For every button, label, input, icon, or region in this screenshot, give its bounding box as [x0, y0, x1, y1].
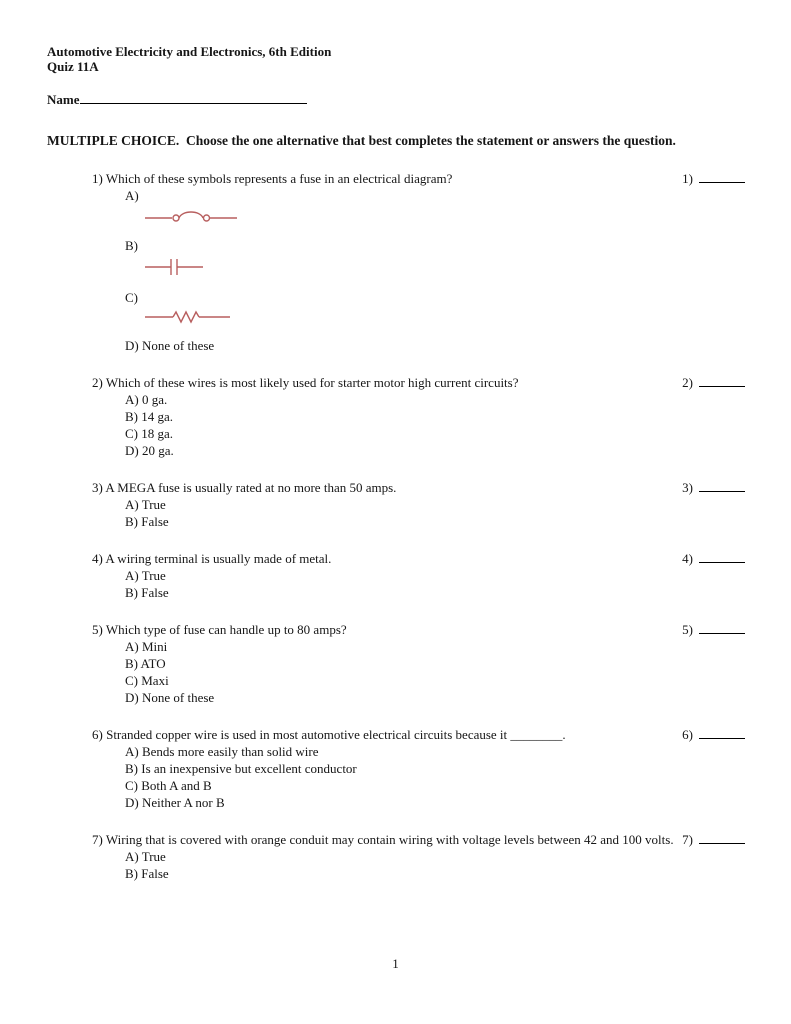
- question-text-line: [92, 550, 678, 567]
- question-text-line: [92, 479, 678, 496]
- question-text: Stranded copper wire is used in most automotive electrical circuits because it ________.: [106, 727, 566, 742]
- document-header: [47, 44, 745, 74]
- question-text-line: [92, 170, 678, 187]
- question-number: 1): [92, 171, 103, 186]
- answer-blank: [699, 374, 745, 387]
- answer-area: [682, 550, 745, 567]
- options: [125, 743, 678, 811]
- question-5: [92, 621, 745, 706]
- option-label: A): [125, 639, 139, 654]
- option-label: B): [125, 514, 138, 529]
- question-number: 4): [92, 551, 103, 566]
- option-text: False: [141, 866, 169, 881]
- option-c: [125, 777, 678, 794]
- answer-area: [682, 374, 745, 391]
- option-a: [125, 496, 678, 513]
- symbol-container: [145, 207, 678, 225]
- options: [125, 567, 678, 601]
- option-label: B): [125, 409, 138, 424]
- question-list: [47, 170, 745, 882]
- option-label: C): [125, 426, 138, 441]
- quiz-title: Quiz 11A: [47, 59, 99, 74]
- option-text: None of these: [141, 338, 215, 353]
- option-b: [125, 237, 678, 277]
- option-label: D): [125, 443, 139, 458]
- option-label: A): [125, 744, 139, 759]
- option-text: True: [141, 849, 166, 864]
- answer-blank: [699, 831, 745, 844]
- option-b: [125, 655, 678, 672]
- option-a: [125, 848, 678, 865]
- answer-number: 5): [682, 622, 693, 637]
- option-c: [125, 289, 678, 325]
- option-label: A): [125, 497, 139, 512]
- symbol-container: [145, 309, 678, 325]
- option-label: A): [125, 392, 139, 407]
- option-text: Mini: [141, 639, 168, 654]
- answer-blank: [699, 170, 745, 183]
- resistor-symbol: [145, 309, 230, 325]
- question-3: [92, 479, 745, 530]
- circuit-breaker-symbol: [145, 207, 237, 225]
- question-2: [92, 374, 745, 459]
- option-c: [125, 425, 678, 442]
- option-text: True: [141, 497, 166, 512]
- option-b: [125, 584, 678, 601]
- answer-area: [682, 726, 745, 743]
- question-text: Which of these symbols represents a fuse in an electrical diagram?: [105, 171, 453, 186]
- question-number: 7): [92, 832, 103, 847]
- option-text: Maxi: [141, 673, 169, 688]
- answer-number: 3): [682, 480, 693, 495]
- question-text-line: [92, 621, 678, 638]
- option-label: C): [125, 778, 138, 793]
- option-a: [125, 567, 678, 584]
- question-text: Wiring that is covered with orange conduit may contain wiring with voltage levels between 42 and 100 volts.: [105, 832, 674, 847]
- answer-number: 7): [682, 832, 693, 847]
- option-label: A): [125, 568, 139, 583]
- option-d: [125, 689, 678, 706]
- option-text: ATO: [140, 656, 166, 671]
- answer-number: 4): [682, 551, 693, 566]
- answer-blank: [699, 550, 745, 563]
- option-label: B): [125, 866, 138, 881]
- option-text: False: [141, 514, 169, 529]
- option-label: A): [125, 849, 139, 864]
- option-text: 18 ga.: [141, 426, 174, 441]
- page-number: 1: [392, 956, 399, 971]
- option-label: C): [125, 290, 138, 305]
- book-title: Automotive Electricity and Electronics, 6th Edition: [47, 44, 332, 59]
- symbol-container: [145, 257, 678, 277]
- option-label: B): [125, 585, 138, 600]
- name-blank-line: [80, 91, 307, 104]
- option-text: True: [141, 568, 166, 583]
- option-b: [125, 408, 678, 425]
- answer-number: 2): [682, 375, 693, 390]
- option-label: B): [125, 656, 138, 671]
- answer-area: [682, 479, 745, 496]
- section-heading: MULTIPLE CHOICE. Choose the one alternative that best completes the statement or answers the question.: [47, 133, 676, 148]
- answer-area: [682, 621, 745, 638]
- option-d: [125, 337, 678, 354]
- question-text: Which of these wires is most likely used for starter motor high current circuits?: [105, 375, 519, 390]
- option-a: [125, 743, 678, 760]
- option-text: 0 ga.: [141, 392, 168, 407]
- option-label: B): [125, 761, 138, 776]
- option-label: D): [125, 690, 139, 705]
- option-b: [125, 760, 678, 777]
- option-b: [125, 865, 678, 882]
- option-text: None of these: [141, 690, 215, 705]
- options: [125, 496, 678, 530]
- option-text: Both A and B: [141, 778, 212, 793]
- answer-area: [682, 170, 745, 187]
- capacitor-symbol: [145, 257, 203, 277]
- answer-blank: [699, 726, 745, 739]
- question-1: [92, 170, 745, 354]
- answer-area: [682, 831, 745, 848]
- option-text: 20 ga.: [141, 443, 174, 458]
- option-label: B): [125, 238, 138, 253]
- question-number: 6): [92, 727, 103, 742]
- question-7: [92, 831, 745, 882]
- option-label: A): [125, 188, 139, 203]
- question-text: A wiring terminal is usually made of metal.: [105, 551, 332, 566]
- question-number: 5): [92, 622, 103, 637]
- answer-number: 1): [682, 171, 693, 186]
- question-number: 3): [92, 480, 103, 495]
- option-text: False: [141, 585, 169, 600]
- option-a: [125, 391, 678, 408]
- option-label: C): [125, 673, 138, 688]
- question-text-line: [92, 374, 678, 391]
- name-label: Name: [47, 92, 80, 107]
- question-4: [92, 550, 745, 601]
- question-text-line: [92, 831, 678, 848]
- option-text: Neither A nor B: [141, 795, 225, 810]
- option-a: [125, 638, 678, 655]
- question-text-line: [92, 726, 678, 743]
- question-text: Which type of fuse can handle up to 80 amps?: [105, 622, 347, 637]
- options: [125, 848, 678, 882]
- option-a: [125, 187, 678, 225]
- option-d: [125, 442, 678, 459]
- name-row: [47, 91, 745, 108]
- options: [125, 391, 678, 459]
- option-d: [125, 794, 678, 811]
- answer-blank: [699, 479, 745, 492]
- option-text: 14 ga.: [141, 409, 174, 424]
- answer-blank: [699, 621, 745, 634]
- options: [125, 638, 678, 706]
- question-text: A MEGA fuse is usually rated at no more than 50 amps.: [105, 480, 397, 495]
- option-label: D): [125, 795, 139, 810]
- question-6: [92, 726, 745, 811]
- answer-number: 6): [682, 727, 693, 742]
- option-text: Bends more easily than solid wire: [141, 744, 319, 759]
- option-text: Is an inexpensive but excellent conductor: [141, 761, 357, 776]
- option-c: [125, 672, 678, 689]
- option-label: D): [125, 338, 139, 353]
- question-number: 2): [92, 375, 103, 390]
- options: [125, 187, 678, 354]
- option-b: [125, 513, 678, 530]
